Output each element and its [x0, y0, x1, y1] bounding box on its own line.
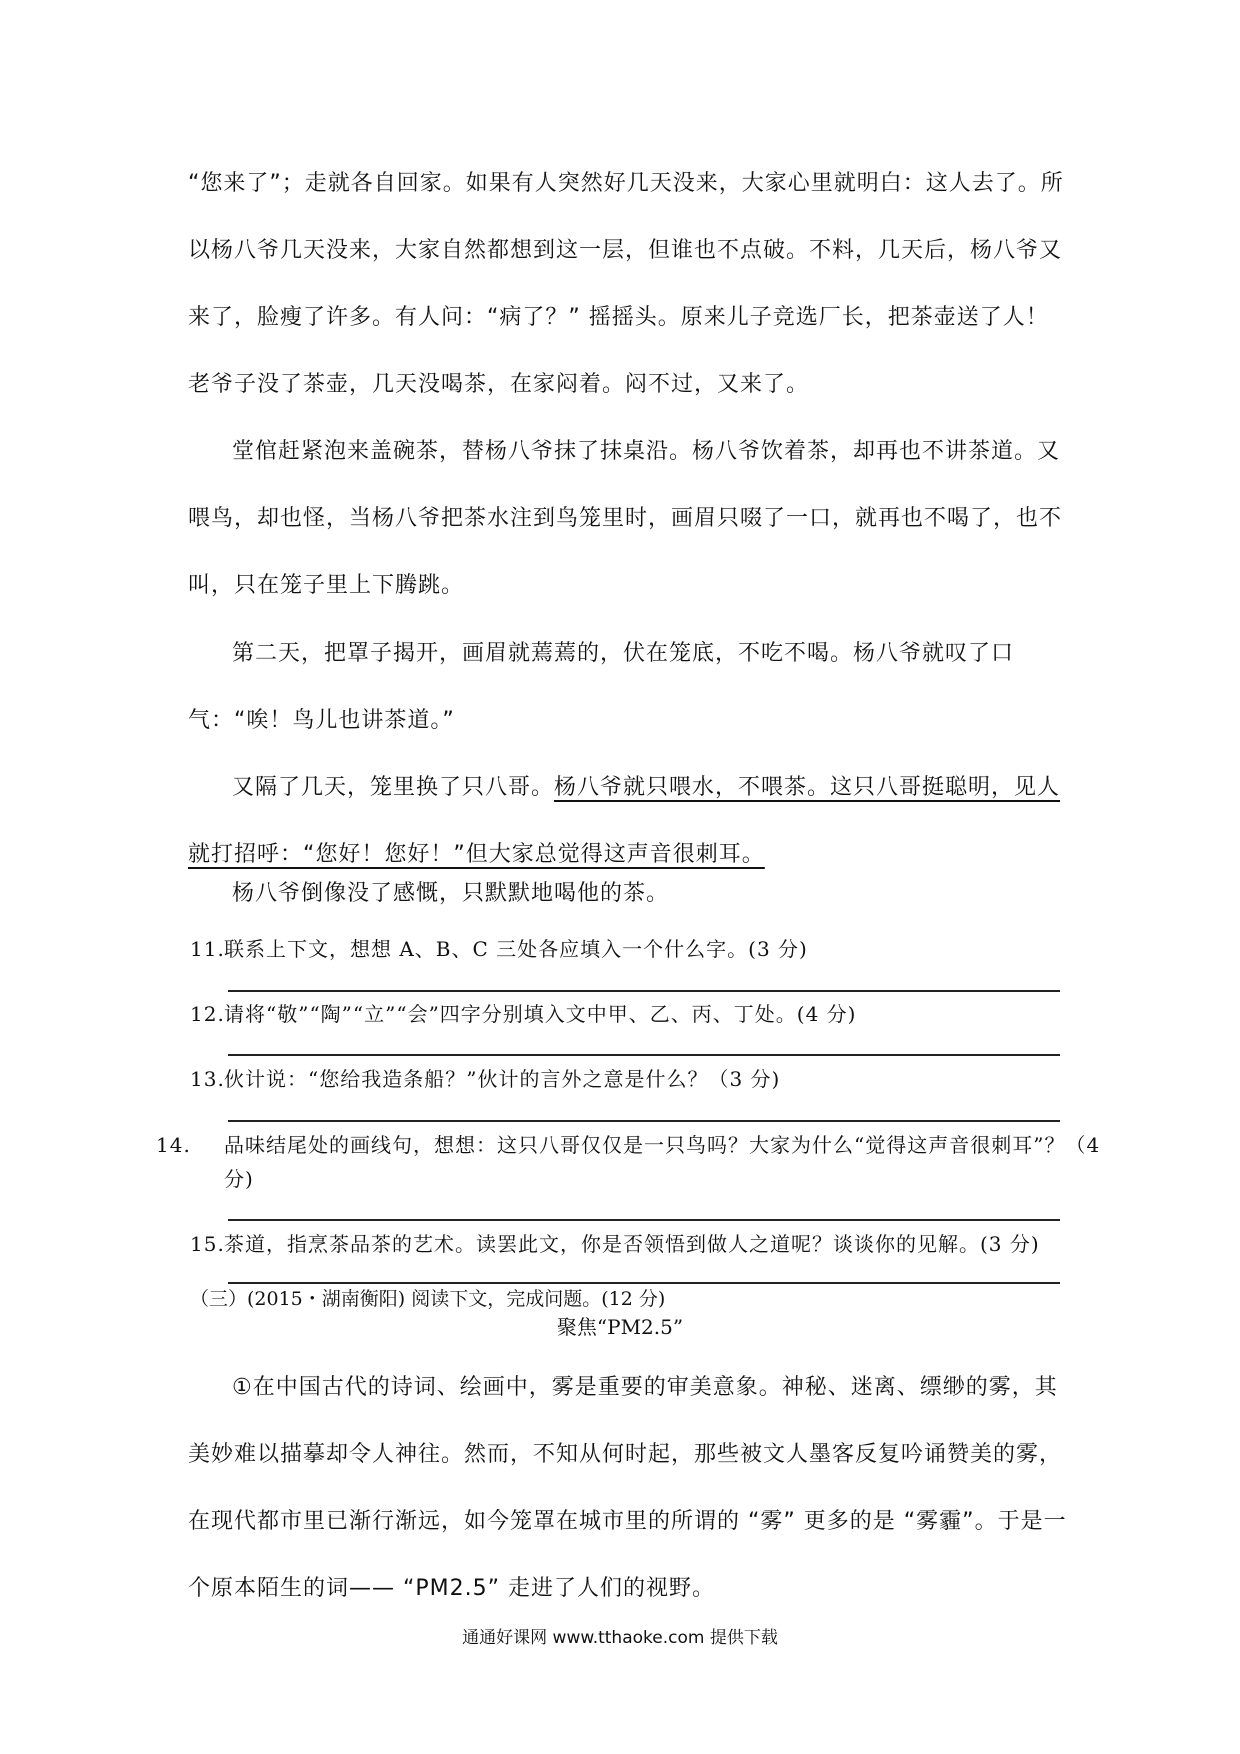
question-text: 联系上下文，想想 A、B、C 三处各应填入一个什么字。(3 分) [224, 937, 808, 961]
passage-paragraph-1: “您来了”；走就各自回家。如果有人突然好几天没来，大家心里就明白：这人去了。所以杨八爷几天没来，大家自然都想到这一层，但谁也不点破。不料，几天后，杨八爷又来了，脸瘦了许多。有人问：“病了？” 摇摇头。原来儿子竞选厂长，把茶壶送了人！老爷子没了茶壶，几天没喝茶，在家闷着。闷不过，又来了。 [188, 171, 1064, 397]
question-15 [190, 1227, 1070, 1261]
section-heading: （三）(2015・湖南衡阳) 阅读下文，完成问题。(12 分) [190, 1288, 666, 1310]
question-number: 11. [190, 937, 225, 961]
passage-paragraph-2: 堂倌赶紧泡来盖碗茶，替杨八爷抹了抹桌沿。杨八爷饮着茶，却再也不讲茶道。又喂鸟，却也怪，当杨八爷把茶水注到鸟笼里时，画眉只啜了一口，就再也不喝了，也不叫，只在笼子里上下腾跳。 [188, 439, 1063, 598]
question-13 [190, 1062, 1070, 1096]
question-14 [156, 1128, 1104, 1196]
answer-line-14[interactable] [228, 1219, 1060, 1221]
article-title: 聚焦“PM2.5” [556, 1315, 684, 1339]
article-paragraph-1: ①在中国古代的诗词、绘画中，雾是重要的审美意象。神秘、迷离、缥缈的雾，其美妙难以描摹却令人神往。然而，不知从何时起，那些被文人墨客反复吟诵赞美的雾，在现代都市里已渐行渐远，如今笼罩在城市里的所谓的 “雾” 更多的是 “雾霾”。于是一个原本陌生的词—— “PM2.5” 走进了人们的视野。 [188, 1375, 1067, 1601]
answer-line-11[interactable] [228, 990, 1060, 992]
question-number: 13. [190, 1067, 225, 1091]
underlined-sentence: 杨八爷就只喂水，不喂茶。这只八哥挺聪明，见人就打招呼：“您好！您好！”但大家总觉得这声音很刺耳。 [188, 775, 1061, 867]
question-text: 品味结尾处的画线句，想想：这只八哥仅仅是一只鸟吗？大家为什么“觉得这声音很刺耳”？（4 分) [224, 1133, 1101, 1191]
passage-paragraph-4 [188, 754, 1068, 888]
question-text: 茶道，指烹茶品茶的艺术。读罢此文，你是否领悟到做人之道呢？谈谈你的见解。(3 分) [224, 1232, 1040, 1256]
question-12 [190, 997, 1070, 1031]
question-text: 请将“敬”“陶”“立”“会”四字分别填入文中甲、乙、丙、丁处。(4 分) [224, 1002, 857, 1026]
question-number: 12. [190, 1002, 225, 1026]
question-number: 15. [190, 1232, 225, 1256]
answer-line-13[interactable] [228, 1120, 1060, 1122]
question-number: 14. [156, 1133, 191, 1157]
passage-paragraph-5: 杨八爷倒像没了感慨，只默默地喝他的茶。 [232, 881, 670, 906]
question-text: 伙计说：“您给我造条船？”伙计的言外之意是什么？（3 分) [224, 1067, 781, 1091]
footer-credit: 通通好课网 www.tthaoke.com 提供下载 [462, 1628, 778, 1648]
paragraph-4-plain-text: 又隔了几天，笼里换了只八哥。 [232, 775, 555, 800]
answer-line-12[interactable] [228, 1054, 1060, 1056]
question-11 [190, 932, 1070, 966]
passage-paragraph-3: 第二天，把罩子揭开，画眉就蔫蔫的，伏在笼底，不吃不喝。杨八爷就叹了口气：“唉！鸟儿也讲茶道。” [188, 641, 1015, 733]
